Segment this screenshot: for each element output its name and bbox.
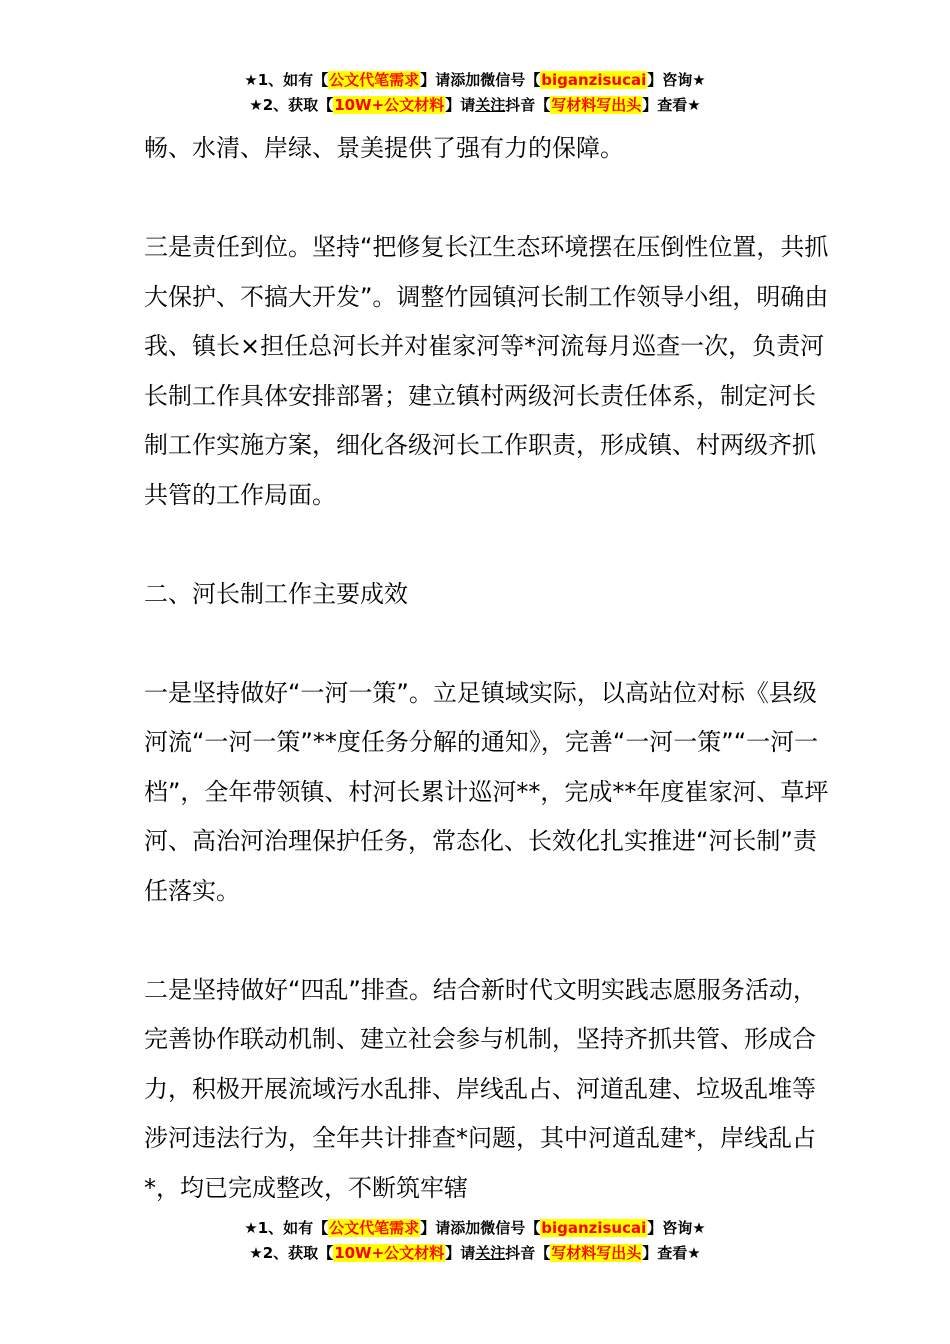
highlight-materials: 10W+公文材料 <box>334 1244 445 1262</box>
section-heading: 二、河长制工作主要成效 <box>144 579 408 608</box>
highlight-account: 写材料写出头 <box>551 1244 642 1262</box>
footer-banner <box>0 1216 950 1266</box>
paragraph-one-river-one-policy: 一是坚持做好“一河一策”。立足镇域实际，以高站位对标《县级河流“一河一策”**度任务分解的通知》，完善“一河一策”“一河一档”，全年带领镇、村河长累计巡河**，完成**年度崔家河、草坪河、高治河治理保护任务，常态化、长效化扎实推进“河长制”责任落实。 <box>144 678 829 905</box>
banner-line-1: ★1、如有【公文代笔需求】请添加微信号【biganzisucai】咨询★ <box>244 71 706 89</box>
highlight-service: 公文代笔需求 <box>329 1219 420 1237</box>
banner-line-2: ★2、获取【10W+公文材料】请关注抖音【写材料写出头】查看★ <box>249 96 701 114</box>
banner-line-2: ★2、获取【10W+公文材料】请关注抖音【写材料写出头】查看★ <box>249 1244 701 1262</box>
highlight-service: 公文代笔需求 <box>329 71 420 89</box>
paragraph-responsibility: 三是责任到位。坚持“把修复长江生态环境摆在压倒性位置，共抓大保护、不搞大开发”。调整竹园镇河长制工作领导小组，明确由我、镇长×担任总河长并对崔家河等*河流每月巡查一次，负责河长制工作具体安排部署；建立镇村两级河长责任体系，制定河长制工作实施方案，细化各级河长工作职责，形成镇、村两级齐抓共管的工作局面。 <box>144 233 829 509</box>
highlight-wechat-id: biganzisucai <box>541 1219 647 1237</box>
underline-follow: 关注 <box>475 1244 506 1262</box>
paragraph-continuation: 畅、水清、岸绿、景美提供了强有力的保障。 <box>144 134 624 162</box>
highlight-account: 写材料写出头 <box>551 96 642 114</box>
document-body <box>144 124 834 1213</box>
banner-line-1: ★1、如有【公文代笔需求】请添加微信号【biganzisucai】咨询★ <box>244 1219 706 1237</box>
highlight-materials: 10W+公文材料 <box>334 96 445 114</box>
header-banner <box>0 68 950 118</box>
underline-follow: 关注 <box>475 96 506 114</box>
paragraph-four-chaos: 二是坚持做好“四乱”排查。结合新时代文明实践志愿服务活动，完善协作联动机制、建立社会参与机制，坚持齐抓共管、形成合力，积极开展流域污水乱排、岸线乱占、河道乱建、垃圾乱堆等涉河违法行为，全年共计排查*问题，其中河道乱建*，岸线乱占*，均已完成整改，不断筑牢辖 <box>144 975 817 1202</box>
highlight-wechat-id: biganzisucai <box>541 71 647 89</box>
